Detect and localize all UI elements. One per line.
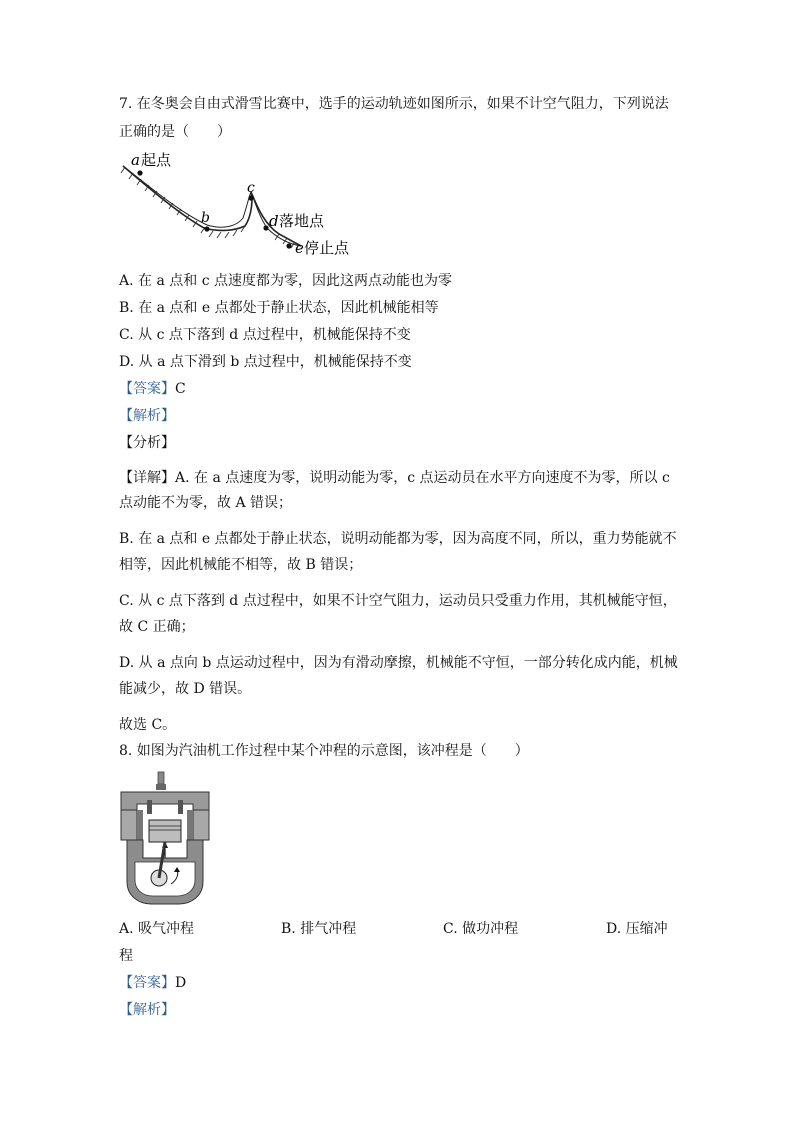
q8-option-d: D. 压缩冲	[606, 921, 668, 937]
answer-tag: 【答案】	[119, 975, 175, 991]
point-b	[204, 226, 209, 231]
answer-value: C	[175, 381, 186, 397]
point-c	[248, 195, 253, 200]
q8-analysis-tag: 【解析】	[119, 1002, 175, 1018]
q8-stem: 8. 如图为汽油机工作过程中某个冲程的示意图，该冲程是（ ）	[119, 743, 529, 759]
q7-detail-line8: 能减少，故 D 错误。	[119, 681, 252, 697]
label-b: b	[201, 210, 210, 226]
q7-analysis-tag: 【解析】	[119, 408, 175, 424]
label-a-text: 起点	[141, 151, 172, 169]
answer-tag: 【答案】	[119, 381, 175, 397]
point-a	[137, 170, 142, 175]
q7-detail-line3: B. 在 a 点和 e 点都处于静止状态，说明动能都为零，因为高度不同，所以，重力势能就不	[119, 531, 677, 547]
q7-detail-line1	[119, 469, 670, 487]
q7-stem-line1: 7. 在冬奥会自由式滑雪比赛中，选手的运动轨迹如图所示，如果不计空气阻力，下列说法	[119, 96, 669, 112]
point-e	[286, 243, 291, 248]
label-e: e	[295, 239, 304, 257]
q7-detail-line2: 点动能不为零，故 A 错误；	[119, 495, 293, 511]
label-d-text: 落地点	[279, 212, 325, 230]
engine-stroke-figure	[119, 770, 211, 908]
label-a: a	[131, 151, 140, 169]
q7-option-a: A. 在 a 点和 c 点速度都为零，因此这两点动能也为零	[119, 273, 452, 289]
q7-answer	[119, 380, 186, 398]
q7-stem-line2: 正确的是（ ）	[119, 124, 231, 140]
label-c: c	[247, 180, 255, 196]
q7-detail-line6: 故 C 正确；	[119, 619, 195, 635]
q8-option-b: B. 排气冲程	[281, 921, 357, 937]
label-e-text: 停止点	[304, 239, 350, 257]
label-d: d	[269, 212, 279, 230]
detail-text-1: A. 在 a 点速度为零，说明动能为零，c 点运动员在水平方向速度不为零，所以 c	[175, 470, 670, 486]
q7-option-d: D. 从 a 点下滑到 b 点过程中，机械能保持不变	[119, 354, 412, 370]
q7-detail-line5: C. 从 c 点下落到 d 点过程中，如果不计空气阻力，运动员只受重力作用，其机械能守恒，	[119, 593, 677, 609]
q7-detail-line7: D. 从 a 点向 b 点运动过程中，因为有滑动摩擦，机械能不守恒，一部分转化成内能，机械	[119, 655, 678, 671]
q8-answer	[119, 974, 186, 992]
q8-option-a: A. 吸气冲程	[119, 921, 195, 937]
q7-conclusion: 故选 C。	[119, 717, 177, 733]
detail-tag: 【详解】	[119, 470, 175, 486]
point-d	[263, 225, 268, 230]
ski-trajectory-figure	[119, 146, 364, 258]
q7-option-c: C. 从 c 点下落到 d 点过程中，机械能保持不变	[119, 327, 411, 343]
q7-fenxi-tag: 【分析】	[119, 435, 175, 451]
q7-detail-line4: 相等，因此机械能不相等，故 B 错误；	[119, 557, 363, 573]
q7-option-b: B. 在 a 点和 e 点都处于静止状态，因此机械能相等	[119, 300, 439, 316]
q8-option-c: C. 做功冲程	[443, 921, 519, 937]
answer-value: D	[175, 975, 187, 991]
q8-option-wrap: 程	[119, 948, 133, 964]
